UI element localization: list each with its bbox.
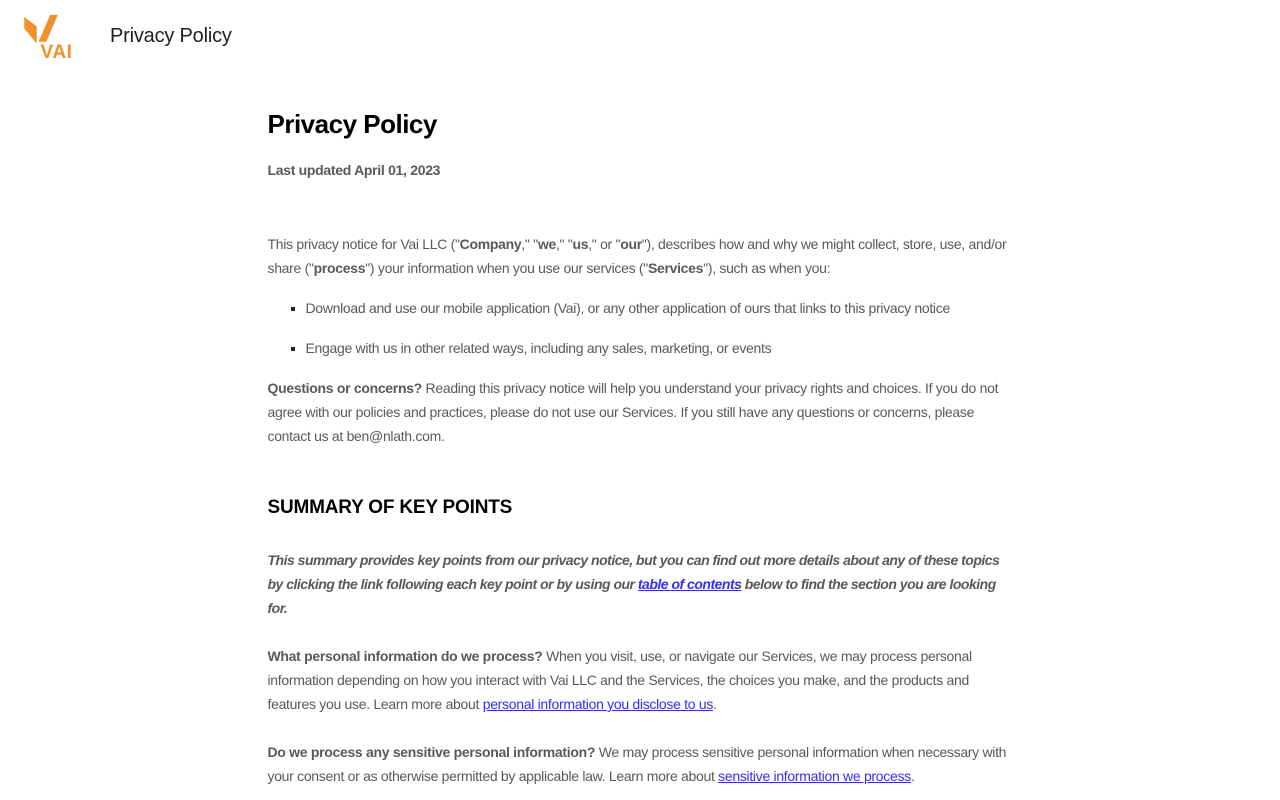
text-run: below to find the section you are looking for. [267,576,996,616]
text-run: When you visit, use, or navigate our Services, we may process personal information depending on how you interact with Vai LLC and the Services, the choices you make, and the products and features you use. Learn more about [267,648,972,712]
text-run: Company [459,236,522,252]
personal-info-paragraph [268,644,1013,716]
questions-paragraph [268,376,1013,448]
policy-content [268,110,1013,788]
text-run: . [910,768,915,784]
app-header [0,0,1280,72]
text-run: us [572,236,589,252]
summary-paragraph [268,548,1013,620]
sensitive-info-paragraph [268,740,1013,788]
text-run: ," " [521,236,538,252]
text-run: Services [647,260,704,276]
text-run: This privacy notice for Vai LLC (" [267,236,460,252]
page-title: Privacy Policy [267,109,437,139]
logo-text: VAI [40,42,73,59]
sensitive-info-link[interactable]: sensitive information we process [718,768,911,784]
logo-mark-right-wing [39,15,58,42]
text-run: ," or " [588,236,621,252]
last-updated-text: Last updated April 01, 2023 [267,162,441,178]
text-run: Do we process any sensitive personal information? [267,744,599,760]
personal-info-link[interactable]: personal information you disclose to us [482,696,714,712]
table-of-contents-link[interactable]: table of contents [637,576,742,592]
list-item: ▪ Engage with us in other related ways, including any sales, marketing, or events [306,336,1013,360]
text-run: This summary provides key points from our privacy notice, but you can find out more details about any of these topics by clicking the link following each key point or by using our [267,552,1000,592]
text-run: Reading this privacy notice will help you understand your privacy rights and choices. If you do not agree with our policies and practices, please do not use our Services. If you still have any questions or concerns, please contact us at ben@nlath.com. [267,380,999,444]
text-run: Questions or concerns? [267,380,426,396]
text-run: What personal information do we process? [267,648,547,664]
list-item: ▪ Download and use our mobile application (Vai), or any other application of ours that links to this privacy notice [306,296,1013,320]
vai-logo [24,13,82,59]
text-run: . [713,696,717,712]
text-run: process [313,260,366,276]
text-run: we [537,236,556,252]
summary-heading: SUMMARY OF KEY POINTS [267,497,513,518]
intro-paragraph [268,232,1013,280]
app-title: Privacy Policy [110,25,232,47]
text-run: We may process sensitive personal information when necessary with your consent or as otherwise permitted by applicable law. Learn more about [267,744,1007,784]
text-run: ") your information when you use our services (" [365,260,648,276]
logo-mark-left-wing [24,17,36,44]
text-run: "), describes how and why we might collect, store, use, and/or share (" [267,236,1007,276]
text-run: our [620,236,642,252]
text-run: ," " [555,236,573,252]
usage-list [268,296,1013,360]
text-run: "), such as when you: [703,260,831,276]
